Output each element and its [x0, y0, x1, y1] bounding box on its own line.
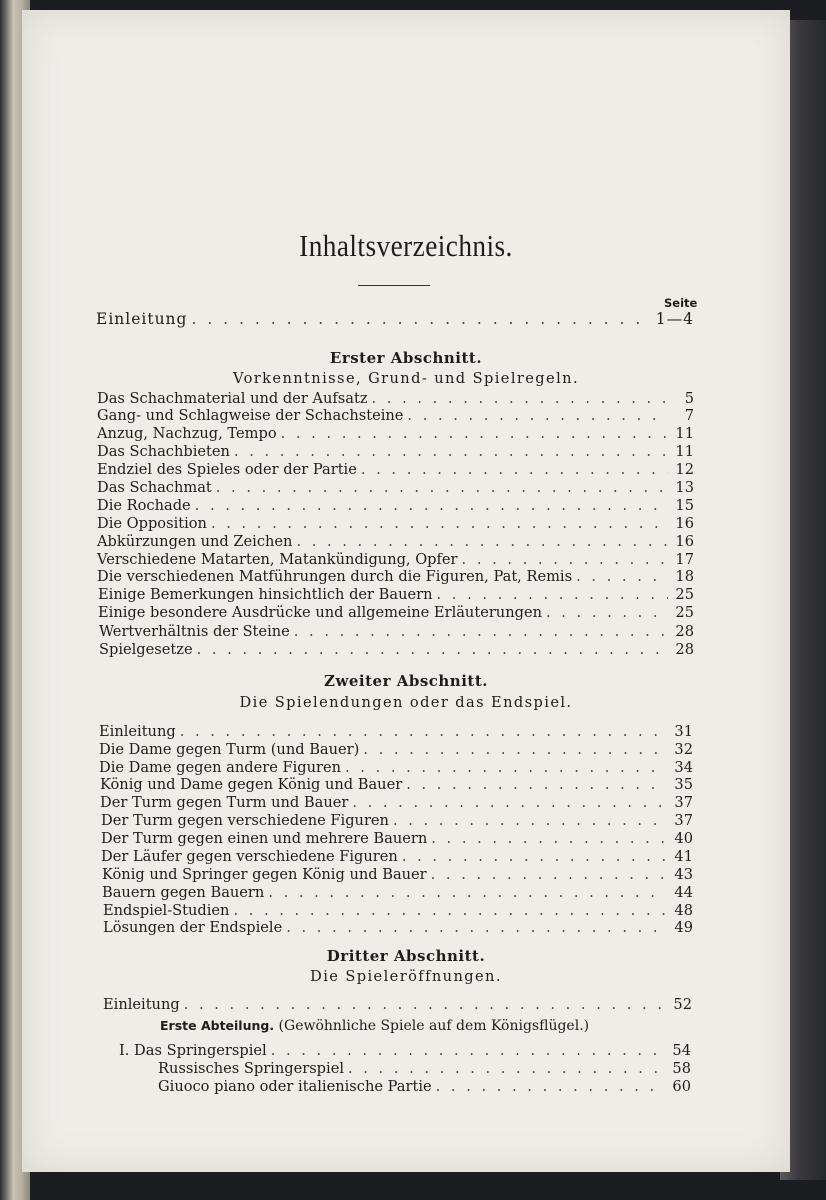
- toc-entry: Die Rochade . . . 15: [97, 497, 694, 514]
- toc-entry: Der Turm gegen verschiedene Figuren . . . 37: [101, 812, 693, 829]
- toc-entry: König und Dame gegen König und Bauer . . . 35: [100, 776, 693, 793]
- toc-entry: Das Schachmaterial und der Aufsatz . . . 5: [97, 390, 694, 407]
- toc-entry: Endspiel-Studien . . . 48: [103, 902, 693, 919]
- page-column-label: Seite: [664, 296, 698, 310]
- toc-entry: Das Schachmat . . . 13: [97, 479, 694, 496]
- title-divider: [358, 285, 430, 286]
- toc-entry: Lösungen der Endspiele . . . 49: [103, 919, 693, 936]
- section-heading: Erster Abschnitt.: [329, 349, 483, 367]
- toc-entry: Russisches Springerspiel . . . 58: [158, 1060, 691, 1077]
- toc-entry: Wertverhältnis der Steine . . . 28: [99, 623, 694, 640]
- section-subtitle: Die Spielendungen oder das Endspiel.: [239, 694, 573, 711]
- toc-entry: I. Das Springerspiel . . . 54: [119, 1042, 691, 1059]
- toc-entry: Verschiedene Matarten, Matankündigung, Opfer . . . 17: [97, 551, 694, 568]
- toc-entry: Einige besondere Ausdrücke und allgemeine Erläuterungen . . . 25: [98, 604, 694, 621]
- toc-entry: Die Dame gegen Turm (und Bauer) . . . 32: [99, 741, 693, 758]
- toc-entry: Die Opposition . . . 16: [97, 515, 694, 532]
- page-title: Inhaltsverzeichnis.: [299, 228, 513, 263]
- section-heading: Dritter Abschnitt.: [326, 947, 486, 965]
- toc-entry: Bauern gegen Bauern . . . 44: [102, 884, 693, 901]
- toc-entry: Die verschiedenen Matführungen durch die Figuren, Pat, Remis . . . 18: [97, 568, 694, 585]
- toc-entry: Einleitung . . . 52: [103, 996, 692, 1013]
- section-heading: Zweiter Abschnitt.: [324, 672, 488, 690]
- toc-entry: Einleitung . . . 31: [99, 723, 693, 740]
- book-page: [22, 10, 790, 1172]
- toc-entry: Spielgesetze . . . 28: [99, 641, 694, 658]
- toc-entry: Der Turm gegen Turm und Bauer . . . 37: [100, 794, 693, 811]
- section-subtitle: Die Spieleröffnungen.: [310, 968, 502, 985]
- toc-entry: Der Turm gegen einen und mehrere Bauern . . . 40: [101, 830, 693, 847]
- toc-entry: Der Läufer gegen verschiedene Figuren . . . 41: [101, 848, 693, 865]
- toc-entry: Gang- und Schlagweise der Schachsteine . . . 7: [97, 407, 694, 424]
- toc-entry: Giuoco piano oder italienische Partie . . . 60: [158, 1078, 691, 1095]
- toc-entry: Einige Bemerkungen hinsichtlich der Bauern . . . 25: [98, 586, 694, 603]
- subdivision-heading: Erste Abteilung. (Gewöhnliche Spiele auf dem Königsflügel.): [160, 1018, 590, 1034]
- section-subtitle: Vorkenntnisse, Grund- und Spielregeln.: [233, 370, 579, 387]
- toc-entry: Endziel des Spieles oder der Partie . . . 12: [97, 461, 694, 478]
- toc-entry: König und Springer gegen König und Bauer . . . 43: [102, 866, 693, 883]
- toc-entry: Das Schachbieten . . . 11: [97, 443, 694, 460]
- toc-entry: Anzug, Nachzug, Tempo . . . 11: [97, 425, 694, 442]
- toc-entry-einleitung: Einleitung . . . 1—4: [96, 311, 694, 328]
- toc-entry: Die Dame gegen andere Figuren . . . 34: [99, 759, 693, 776]
- toc-entry: Abkürzungen und Zeichen . . . 16: [97, 533, 694, 550]
